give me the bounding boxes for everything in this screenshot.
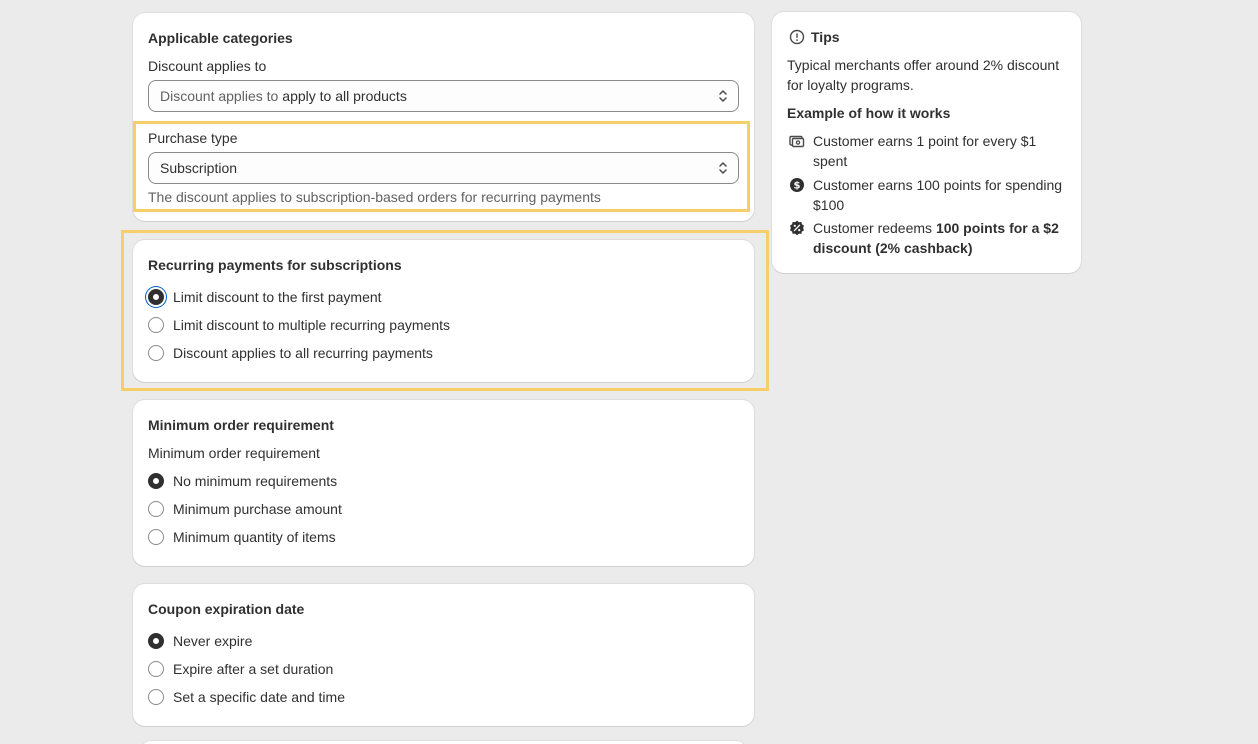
expiration-option-duration[interactable] <box>148 659 333 679</box>
coupon-expiration-title: Coupon expiration date <box>148 601 305 617</box>
purchase-type-select-value: Subscription <box>160 160 238 176</box>
purchase-type-select[interactable] <box>148 152 739 184</box>
tips-title: Tips <box>811 29 840 45</box>
discount-applies-label: Discount applies to <box>148 58 267 74</box>
expiration-option-never[interactable] <box>148 631 252 651</box>
tip-text <box>813 218 1074 258</box>
tip-item <box>789 175 1074 215</box>
minimum-order-title: Minimum order requirement <box>148 417 334 433</box>
radio-button[interactable] <box>148 529 164 545</box>
radio-label: Discount applies to all recurring payments <box>173 345 433 361</box>
tip-text-bold: 100 points for a $2 discount (2% cashback) <box>813 220 1059 256</box>
radio-button[interactable] <box>148 317 164 333</box>
tips-example-heading: Example of how it works <box>787 105 951 121</box>
radio-label: Expire after a set duration <box>173 661 334 677</box>
radio-button[interactable] <box>148 473 164 489</box>
applicable-categories-title: Applicable categories <box>148 30 293 46</box>
recurring-option-first-payment[interactable] <box>148 287 382 307</box>
radio-button[interactable] <box>148 289 164 305</box>
select-chevron-icon <box>718 160 728 176</box>
minimum-order-label: Minimum order requirement <box>148 445 320 461</box>
radio-label: Limit discount to multiple recurring payments <box>173 317 451 333</box>
recurring-payments-title: Recurring payments for subscriptions <box>148 257 402 273</box>
tip-text: Customer earns 1 point for every $1 spent <box>813 133 1037 169</box>
radio-label: Set a specific date and time <box>173 689 345 705</box>
expiration-option-specific-date[interactable] <box>148 687 345 707</box>
radio-label: Minimum purchase amount <box>173 501 342 517</box>
radio-button[interactable] <box>148 633 164 649</box>
radio-label: Minimum quantity of items <box>173 529 336 545</box>
recurring-option-multiple-payments[interactable] <box>148 315 450 335</box>
info-icon <box>789 29 805 45</box>
discount-applies-select-prefix: Discount applies to <box>160 88 279 104</box>
recurring-payments-card <box>133 240 754 382</box>
purchase-type-label: Purchase type <box>148 130 238 146</box>
minimum-option-none[interactable] <box>148 471 337 491</box>
tip-item <box>789 131 1074 171</box>
radio-label: Limit discount to the first payment <box>173 289 382 305</box>
dollar-circle-icon <box>789 177 805 193</box>
discount-badge-icon <box>789 220 805 236</box>
minimum-order-card <box>133 400 754 566</box>
recurring-option-all-payments[interactable] <box>148 343 433 363</box>
minimum-option-purchase-amount[interactable] <box>148 499 342 519</box>
tips-card <box>772 12 1081 273</box>
coupon-expiration-card <box>133 584 754 726</box>
minimum-option-quantity[interactable] <box>148 527 336 547</box>
tip-text: Customer earns 100 points for spending $100 <box>813 177 1063 213</box>
discount-applies-select-value: apply to all products <box>282 88 407 104</box>
tip-text-prefix: Customer redeems <box>813 220 936 236</box>
applicable-categories-card <box>133 13 754 221</box>
radio-button[interactable] <box>148 345 164 361</box>
select-chevron-icon <box>718 88 728 104</box>
radio-label: Never expire <box>173 633 253 649</box>
svg-text:$: $ <box>793 180 801 192</box>
tip-item <box>789 218 1074 258</box>
discount-applies-select[interactable] <box>148 80 739 112</box>
tips-intro: Typical merchants offer around 2% discount for loyalty programs. <box>787 57 1060 93</box>
radio-button[interactable] <box>148 501 164 517</box>
radio-button[interactable] <box>148 689 164 705</box>
purchase-type-help-text: The discount applies to subscription-based orders for recurring payments <box>148 189 601 205</box>
radio-button[interactable] <box>148 661 164 677</box>
cash-icon <box>789 133 805 149</box>
radio-label: No minimum requirements <box>173 473 338 489</box>
